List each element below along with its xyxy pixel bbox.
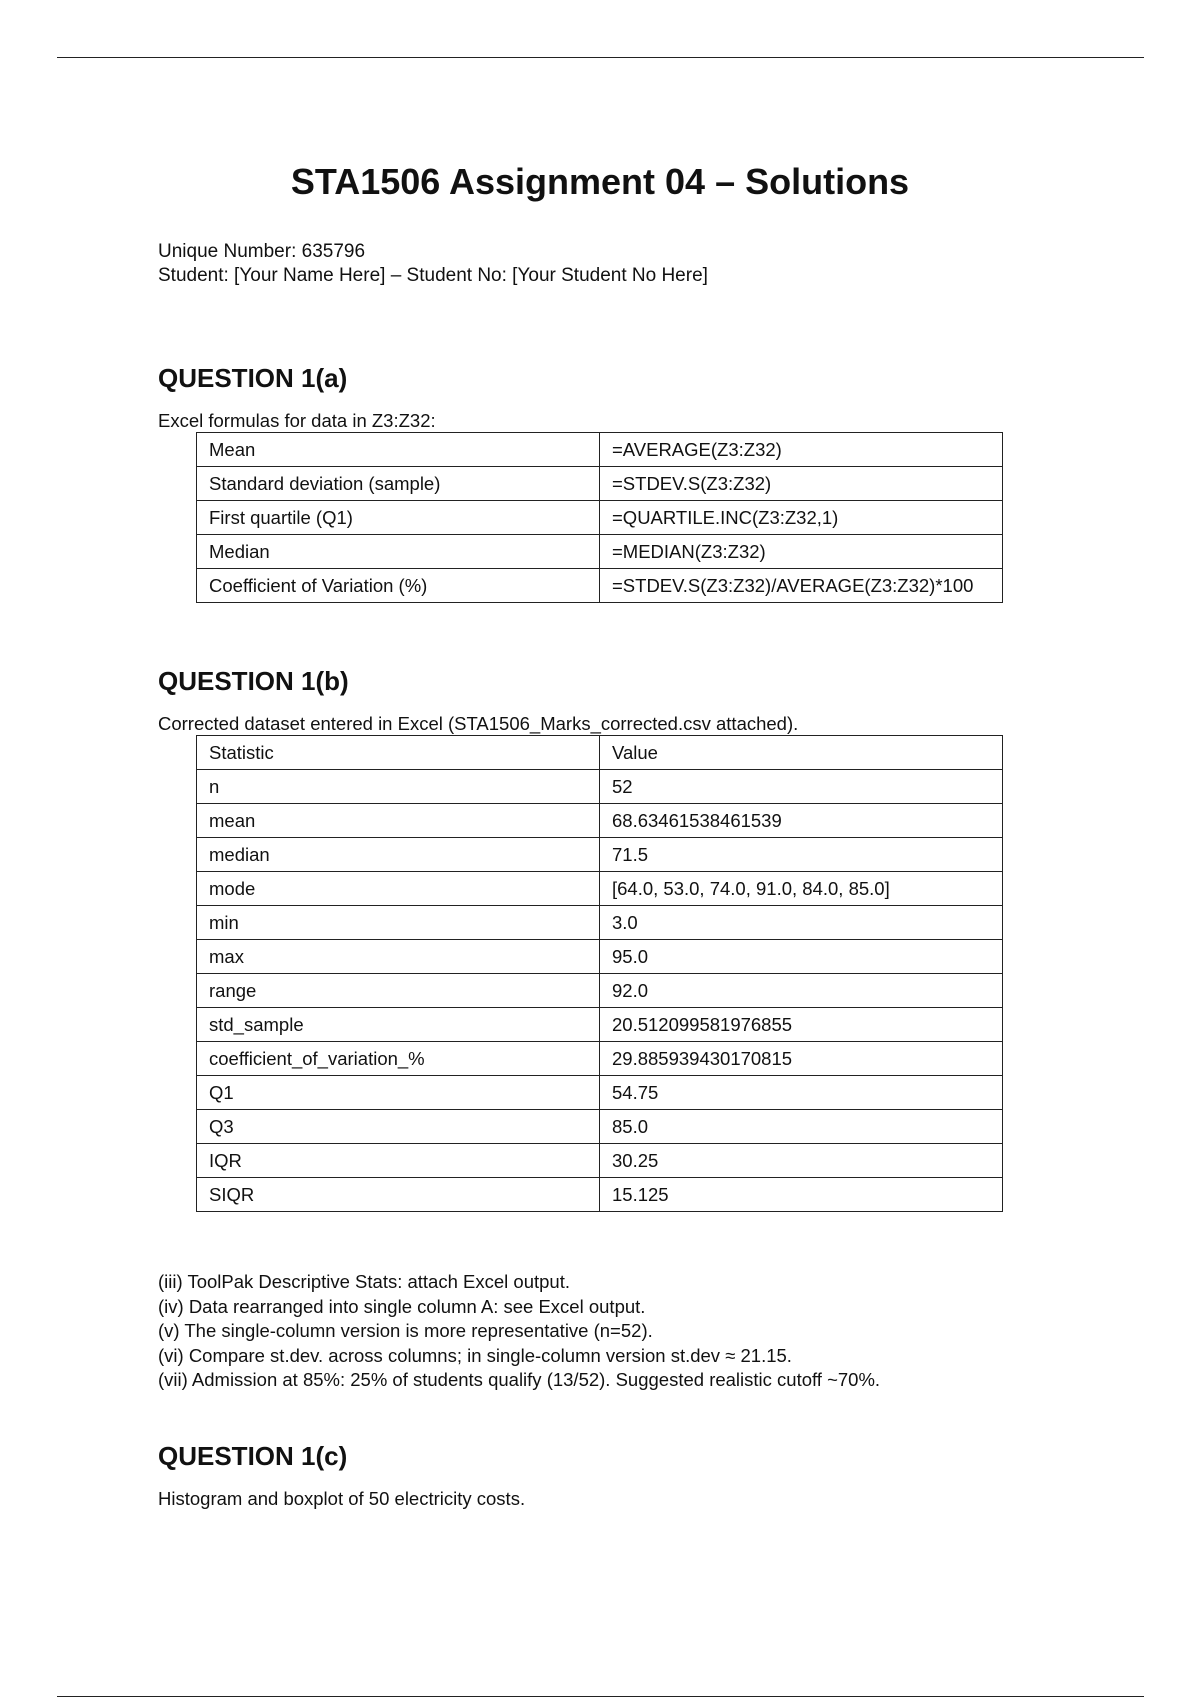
document-title: STA1506 Assignment 04 – Solutions: [290, 161, 910, 202]
table-row: [197, 906, 1003, 940]
header-cell-value: Value: [600, 736, 1003, 770]
table-row: [197, 974, 1003, 1008]
table-row: [197, 1144, 1003, 1178]
table-cell-value: 20.512099581976855: [600, 1008, 1003, 1042]
table-cell-value: 85.0: [600, 1110, 1003, 1144]
q1a-intro: Excel formulas for data in Z3:Z32:: [158, 410, 436, 431]
q1a-formula-table: [196, 432, 1003, 603]
table-cell-label: coefficient_of_variation_%: [197, 1042, 600, 1076]
q1b-intro: Corrected dataset entered in Excel (STA1506_Marks_corrected.csv attached).: [158, 713, 799, 734]
header-cell-statistic: Statistic: [197, 736, 600, 770]
note-line: (vi) Compare st.dev. across columns; in single-column version st.dev ≈ 21.15.: [158, 1344, 792, 1366]
table-row: [197, 804, 1003, 838]
table-row: [197, 838, 1003, 872]
table-cell-value: 68.63461538461539: [600, 804, 1003, 838]
q1c-text: Histogram and boxplot of 50 electricity costs.: [158, 1488, 526, 1509]
table-row: [197, 1076, 1003, 1110]
table-cell-value: =STDEV.S(Z3:Z32)/AVERAGE(Z3:Z32)*100: [600, 569, 1003, 603]
table-cell-value: =MEDIAN(Z3:Z32): [600, 535, 1003, 569]
table-cell-label: Q3: [197, 1110, 600, 1144]
table-cell-value: 92.0: [600, 974, 1003, 1008]
top-rule: [57, 57, 1144, 58]
table-cell-label: range: [197, 974, 600, 1008]
table-cell-label: Median: [197, 535, 600, 569]
q1b-statistics-table: [196, 735, 1003, 1212]
table-row: [197, 1178, 1003, 1212]
table-row: [197, 770, 1003, 804]
note-line: (v) The single-column version is more representative (n=52).: [158, 1320, 653, 1341]
table-cell-value: 30.25: [600, 1144, 1003, 1178]
table-cell-label: SIQR: [197, 1178, 600, 1212]
table-cell-label: mode: [197, 872, 600, 906]
table-cell-label: std_sample: [197, 1008, 600, 1042]
table-cell-value: 95.0: [600, 940, 1003, 974]
table-row: [197, 940, 1003, 974]
table-cell-value: 29.885939430170815: [600, 1042, 1003, 1076]
table-header-row: [197, 736, 1003, 770]
table-cell-value: =QUARTILE.INC(Z3:Z32,1): [600, 501, 1003, 535]
table-row: [197, 433, 1003, 467]
table-cell-label: Q1: [197, 1076, 600, 1110]
table-row: [197, 872, 1003, 906]
table-cell-value: 15.125: [600, 1178, 1003, 1212]
table-cell-value: =AVERAGE(Z3:Z32): [600, 433, 1003, 467]
q1c-heading: QUESTION 1(c): [158, 1441, 348, 1471]
table-cell-label: n: [197, 770, 600, 804]
table-cell-label: Coefficient of Variation (%): [197, 569, 600, 603]
student-meta: [158, 240, 708, 288]
table-cell-value: =STDEV.S(Z3:Z32): [600, 467, 1003, 501]
table-row: [197, 1042, 1003, 1076]
table-row: [197, 1008, 1003, 1042]
table-row: [197, 569, 1003, 603]
student-line: Student: [Your Name Here] – Student No: [Your Student No Here]: [158, 265, 708, 286]
table-cell-label: Mean: [197, 433, 600, 467]
table-cell-value: 54.75: [600, 1076, 1003, 1110]
unique-number: Unique Number: 635796: [158, 241, 366, 262]
table-row: [197, 501, 1003, 535]
table-cell-value: 71.5: [600, 838, 1003, 872]
table-cell-label: Standard deviation (sample): [197, 467, 600, 501]
q1b-heading: QUESTION 1(b): [158, 666, 349, 696]
q1a-heading: QUESTION 1(a): [158, 363, 348, 393]
table-row: [197, 1110, 1003, 1144]
table-cell-label: mean: [197, 804, 600, 838]
table-cell-value: [64.0, 53.0, 74.0, 91.0, 84.0, 85.0]: [600, 872, 1003, 906]
note-line: (iii) ToolPak Descriptive Stats: attach Excel output.: [158, 1271, 570, 1292]
note-line: (vii) Admission at 85%: 25% of students qualify (13/52). Suggested realistic cutoff ~70%.: [158, 1369, 881, 1390]
table-cell-label: max: [197, 940, 600, 974]
q1b-notes: [158, 1270, 880, 1393]
bottom-rule: [57, 1696, 1144, 1697]
note-line: (iv) Data rearranged into single column A: see Excel output.: [158, 1295, 646, 1317]
table-cell-label: median: [197, 838, 600, 872]
table-row: [197, 535, 1003, 569]
table-cell-value: 52: [600, 770, 1003, 804]
table-cell-label: First quartile (Q1): [197, 501, 600, 535]
table-row: [197, 467, 1003, 501]
table-cell-value: 3.0: [600, 906, 1003, 940]
table-cell-label: min: [197, 906, 600, 940]
table-cell-label: IQR: [197, 1144, 600, 1178]
